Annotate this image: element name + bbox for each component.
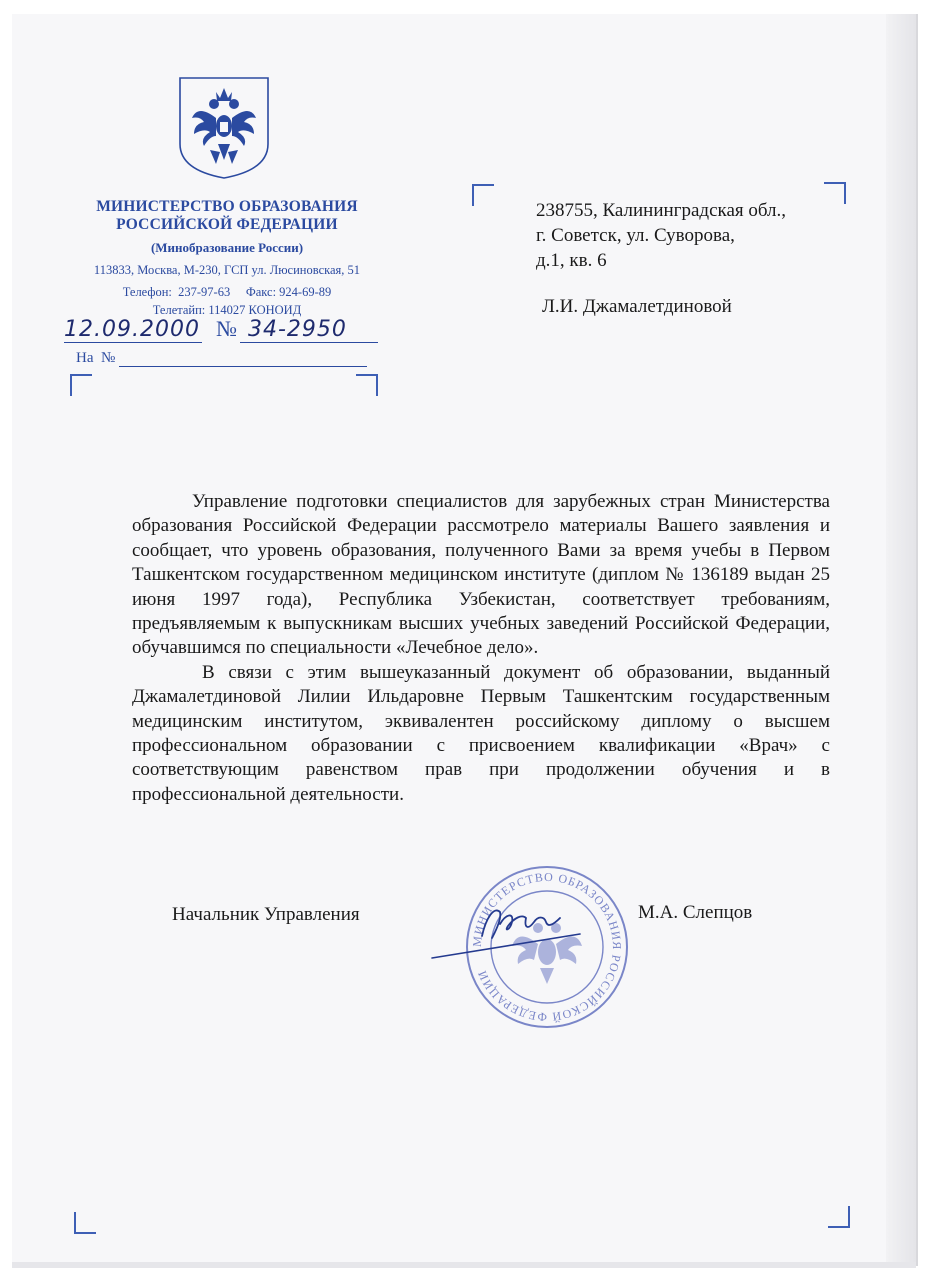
letter-body bbox=[132, 490, 830, 807]
russian-double-headed-eagle-icon bbox=[176, 74, 272, 182]
stamp-ring-text: МИНИСТЕРСТВО ОБРАЗОВАНИЯ РОССИЙСКОЙ ФЕДЕРАЦИИ bbox=[469, 869, 625, 1025]
ministry-short-name: (Минобразование России) bbox=[150, 240, 304, 255]
ministry-letterhead bbox=[62, 198, 392, 318]
reference-label: На № bbox=[76, 350, 116, 366]
left-block-corner-tl bbox=[70, 374, 92, 396]
reference-blank bbox=[119, 352, 367, 367]
address-corner-tl bbox=[472, 184, 494, 206]
page-corner-bl bbox=[74, 1212, 96, 1234]
outgoing-date-number bbox=[64, 316, 347, 342]
address-corner-tr bbox=[824, 182, 846, 204]
date-underline bbox=[64, 342, 202, 343]
ministry-name-line2: РОССИЙСКОЙ ФЕДЕРАЦИИ bbox=[116, 216, 338, 233]
body-paragraph-1: Управление подготовки специалистов для зарубежных стран Министерства образования Российской Федерации рассмотрело материалы Вашего заявления и сообщает, что уровень образования, полученного Вами за время учебы в Первом Ташкентском государственном медицинском институте (диплом № 136189 выдан 25 июня 1997 года), Республика Узбекистан, соответствует требованиям, предъявляемым к выпускникам высших учебных заведений Российской Федерации, обучавшимся по специальности «Лечебное дело». bbox=[132, 491, 830, 659]
signatory-title: Начальник Управления bbox=[172, 904, 360, 925]
ministry-phone-fax: Телефон: 237-97-63 Факс: 924-69-89 bbox=[122, 285, 332, 299]
page-corner-br bbox=[828, 1206, 850, 1228]
ministry-name-line1: МИНИСТЕРСТВО ОБРАЗОВАНИЯ bbox=[96, 198, 358, 215]
handwritten-signature bbox=[430, 888, 590, 968]
recipient-name: Л.И. Джамалетдиновой bbox=[542, 296, 732, 317]
reference-number-line bbox=[76, 350, 367, 367]
recipient-address-line1: 238755, Калининградская обл., bbox=[536, 200, 787, 221]
handwritten-date: 12.09.2000 bbox=[64, 317, 200, 342]
left-block-corner-tr bbox=[356, 374, 378, 396]
body-paragraph-2: В связи с этим вышеуказанный документ об образовании, выданный Джамалетдиновой Лилии Ильдаровне Первым Ташкентским государственным медицинским институтом, эквивалентен российскому диплому о высшем профессиональном образовании с присвоением квалификации «Врач» с соответствующим равенством прав при продолжении обучения и в профессиональной деятельности. bbox=[132, 661, 830, 805]
handwritten-number: 34-2950 bbox=[247, 317, 347, 342]
number-underline bbox=[240, 342, 378, 343]
signatory-name: М.А. Слепцов bbox=[638, 902, 753, 923]
recipient-address-line3: д.1, кв. 6 bbox=[536, 250, 607, 271]
recipient-address-block bbox=[536, 198, 786, 319]
page-bottom-shade bbox=[12, 1262, 916, 1268]
number-sign: № bbox=[215, 316, 238, 341]
page-edge bbox=[886, 14, 916, 1266]
recipient-address-line2: г. Советск, ул. Суворова, bbox=[536, 225, 735, 246]
ministry-teletype: Телетайп: 114027 КОНОИД bbox=[152, 303, 302, 317]
ministry-address: 113833, Москва, М-230, ГСП ул. Люсиновская, 51 bbox=[93, 263, 361, 277]
